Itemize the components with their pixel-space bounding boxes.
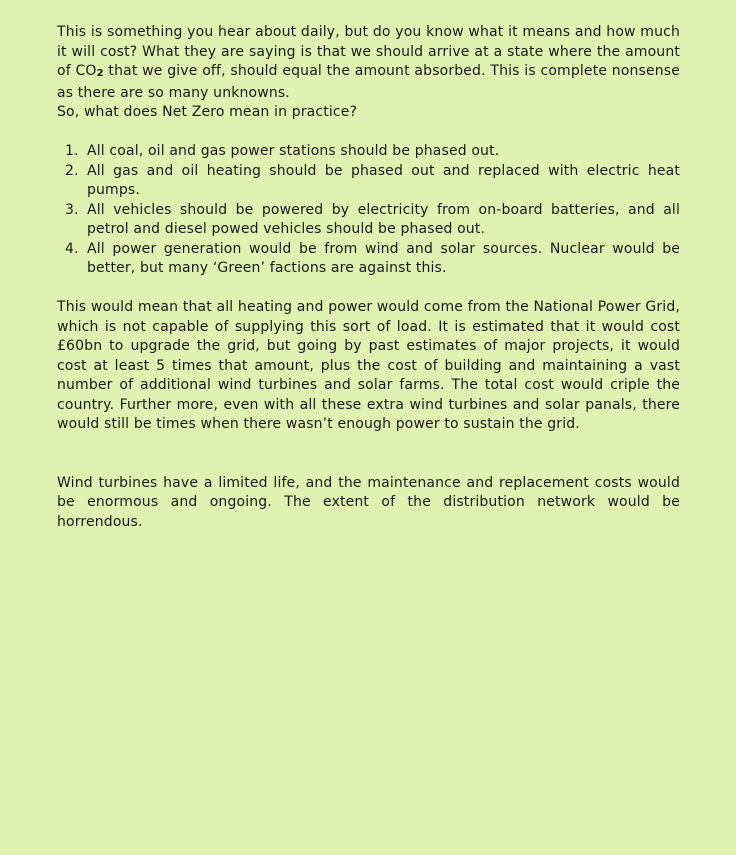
intro-question: So, what does Net Zero mean in practice? xyxy=(57,104,358,120)
intro-text-end: that we give off, should equal the amount absorbed. This is complete nonsense as there are so many unknowns. xyxy=(57,63,680,101)
list-text: All power generation would be from wind and solar sources. Nuclear would be better, but many ‘Green’ factions are against this. xyxy=(87,240,680,276)
list-number: 1. xyxy=(65,143,79,159)
list-item xyxy=(57,162,680,201)
net-zero-list xyxy=(57,142,680,279)
list-text: All vehicles should be powered by electricity from on-board batteries, and all petrol and diesel powed vehicles should be phased out. xyxy=(87,201,680,237)
list-text: All gas and oil heating should be phased out and replaced with electric heat pumps. xyxy=(87,162,680,198)
list-item xyxy=(57,142,680,162)
document-body xyxy=(57,23,680,532)
list-item xyxy=(57,240,680,279)
grid-paragraph: This would mean that all heating and power would come from the National Power Grid, which is not capable of supplying this sort of load. It is estimated that it would cost £60bn to upgrade the grid, but going by past estimates of major projects, it would cost at least 5 times that amount, plus the cost of building and maintaining a vast number of additional wind turbines and solar farms. The total cost would criple the country. Further more, even with all these extra wind turbines and solar panals, there would still be times when there wasn’t enough power to sustain the grid. xyxy=(57,299,680,432)
co2-subscript: 2 xyxy=(96,68,104,79)
turbines-paragraph: Wind turbines have a limited life, and the maintenance and replacement costs would be enormous and ongoing. The extent of the distribution network would be horrendous. xyxy=(57,474,680,530)
intro-text-start: This is something you hear about daily, but do you know what it means and how much it will cost? What they are saying is that we should arrive at a state where the amount of CO xyxy=(57,24,680,79)
list-number: 4. xyxy=(65,240,79,257)
list-item xyxy=(57,201,680,240)
list-number: 3. xyxy=(65,201,79,218)
list-number: 2. xyxy=(65,162,79,179)
list-text: All coal, oil and gas power stations should be phased out. xyxy=(87,143,500,159)
intro-paragraph xyxy=(57,23,680,103)
